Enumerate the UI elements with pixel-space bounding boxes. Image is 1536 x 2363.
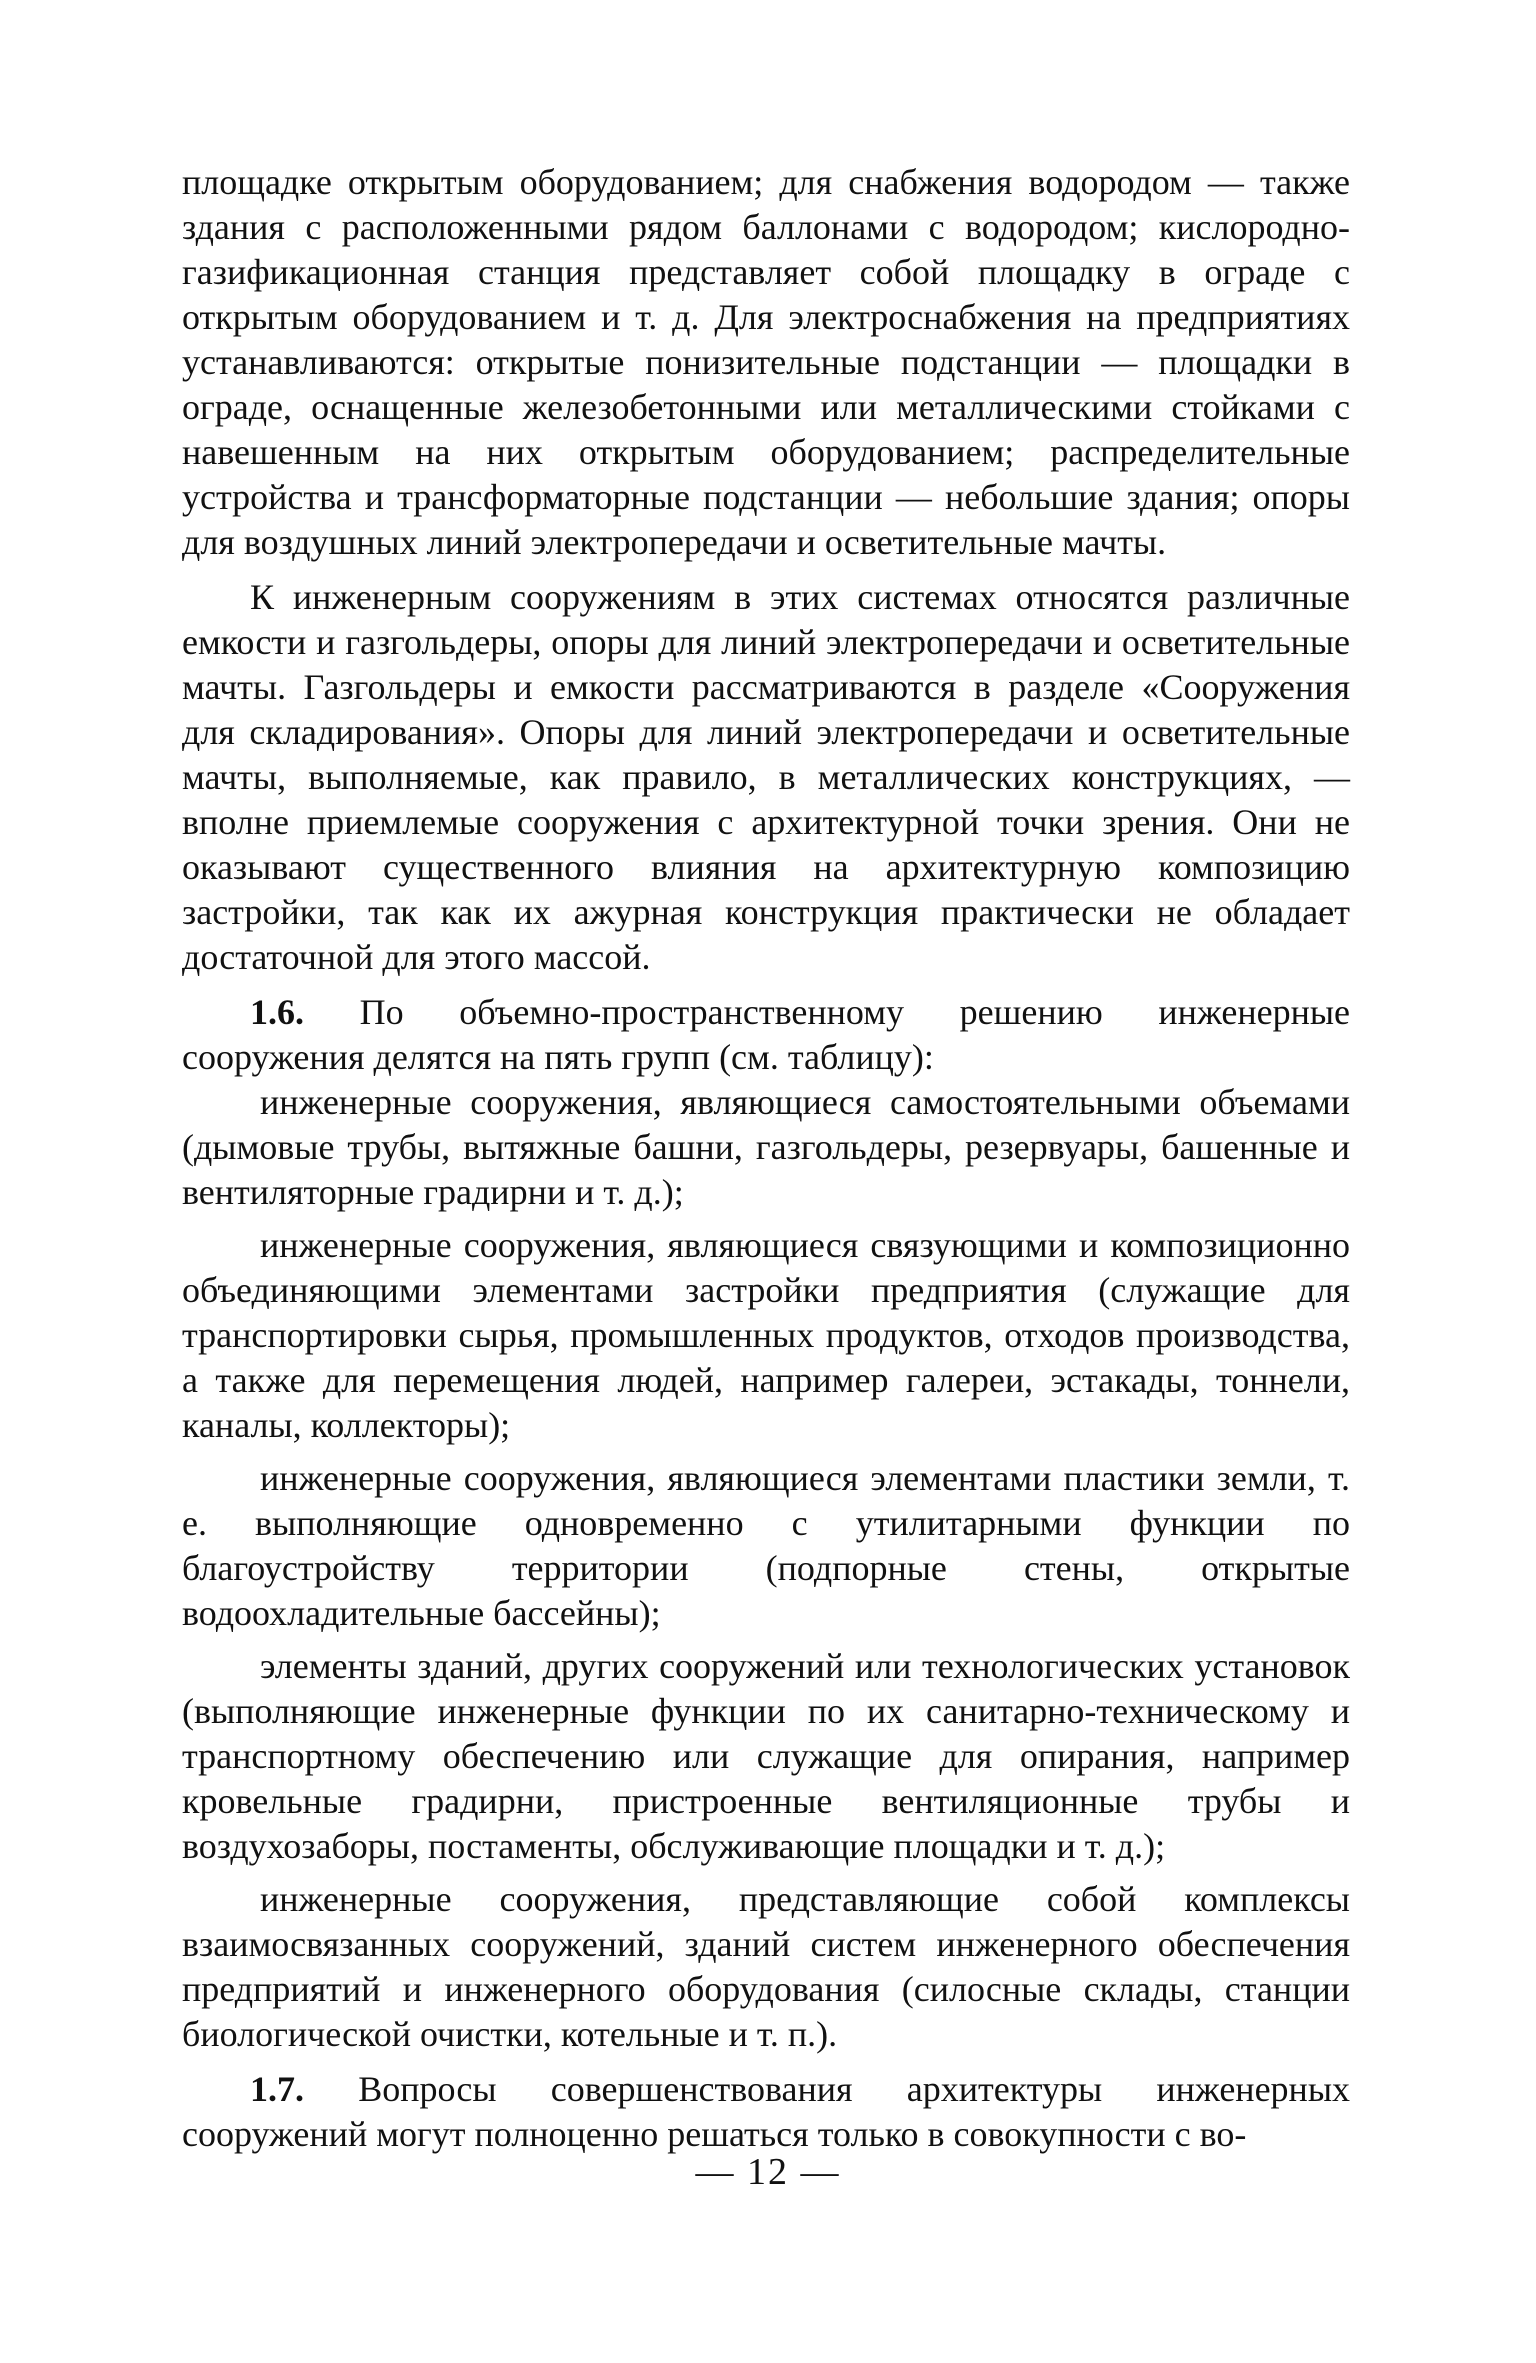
- section-number-1-6: 1.6.: [250, 992, 304, 1032]
- section-1-6-text: По объемно-пространственному решению инженерные сооружения делятся на пять групп (см. таблицу):: [182, 992, 1350, 1077]
- section-1-7-text: Вопросы совершенствования архитектуры инженерных сооружений могут полноценно решаться только в совокупности с во-: [182, 2069, 1350, 2154]
- section-number-1-7: 1.7.: [250, 2069, 304, 2109]
- paragraph-engineering-structures: К инженерным сооружениям в этих системах относятся различные емкости и газгольдеры, опоры для линий электропередачи и осветительные мачты. Газгольдеры и емкости рассматриваются в разделе «Сооружения для складирования». Опоры для линий электропередачи и осветительные мачты, выполняемые, как правило, в металлических конструкциях, — вполне приемлемые сооружения с архитектурной точки зрения. Они не оказывают существенного влияния на архитектурную композицию застройки, так как их ажурная конструкция практически не обладает достаточной для этого массой.: [182, 577, 1350, 977]
- list-item-group-3: инженерные сооружения, являющиеся элементами пластики земли, т. е. выполняющие одновременно с утилитарными функции по благоустройству территории (подпорные стены, открытые водоохладительные бассейны);: [182, 1458, 1350, 1633]
- paragraph-section-1-7: [182, 2067, 1350, 2157]
- list-item-group-2: инженерные сооружения, являющиеся связующими и композиционно объединяющими элементами застройки предприятия (служащие для транспортировки сырья, промышленных продуктов, отходов производства, а также для перемещения людей, например галереи, эстакады, тоннели, каналы, коллекторы);: [182, 1225, 1350, 1445]
- paragraph-section-1-6: [182, 990, 1350, 1080]
- list-item-group-5: инженерные сооружения, представляющие собой комплексы взаимосвязанных сооружений, зданий систем инженерного обеспечения предприятий и инженерного оборудования (силосные склады, станции биологической очистки, котельные и т. п.).: [182, 1879, 1350, 2054]
- paragraph-intro: площадке открытым оборудованием; для снабжения водородом — также здания с расположенными рядом баллонами с водородом; кислородно-газификационная станция представляет собой площадку в ограде с открытым оборудованием и т. д. Для электроснабжения на предприятиях устанавливаются: открытые понизительные подстанции — площадки в ограде, оснащенные железобетонными или металлическими стойками с навешенным на них открытым оборудованием; распределительные устройства и трансформаторные подстанции — небольшие здания; опоры для воздушных линий электропередачи и осветительные мачты.: [182, 162, 1350, 562]
- page-body: [182, 160, 1350, 2157]
- page-number: — 12 —: [695, 2151, 841, 2193]
- list-item-group-4: элементы зданий, других сооружений или технологических установок (выполняющие инженерные функции по их санитарно-техническому и транспортному обеспечению или служащие для опирания, например кровельные градирни, пристроенные вентиляционные трубы и воздухозаборы, постаменты, обслуживающие площадки и т. д.);: [182, 1646, 1350, 1866]
- list-item-group-1: инженерные сооружения, являющиеся самостоятельными объемами (дымовые трубы, вытяжные башни, газгольдеры, резервуары, башенные и вентиляторные градирни и т. д.);: [182, 1082, 1350, 1212]
